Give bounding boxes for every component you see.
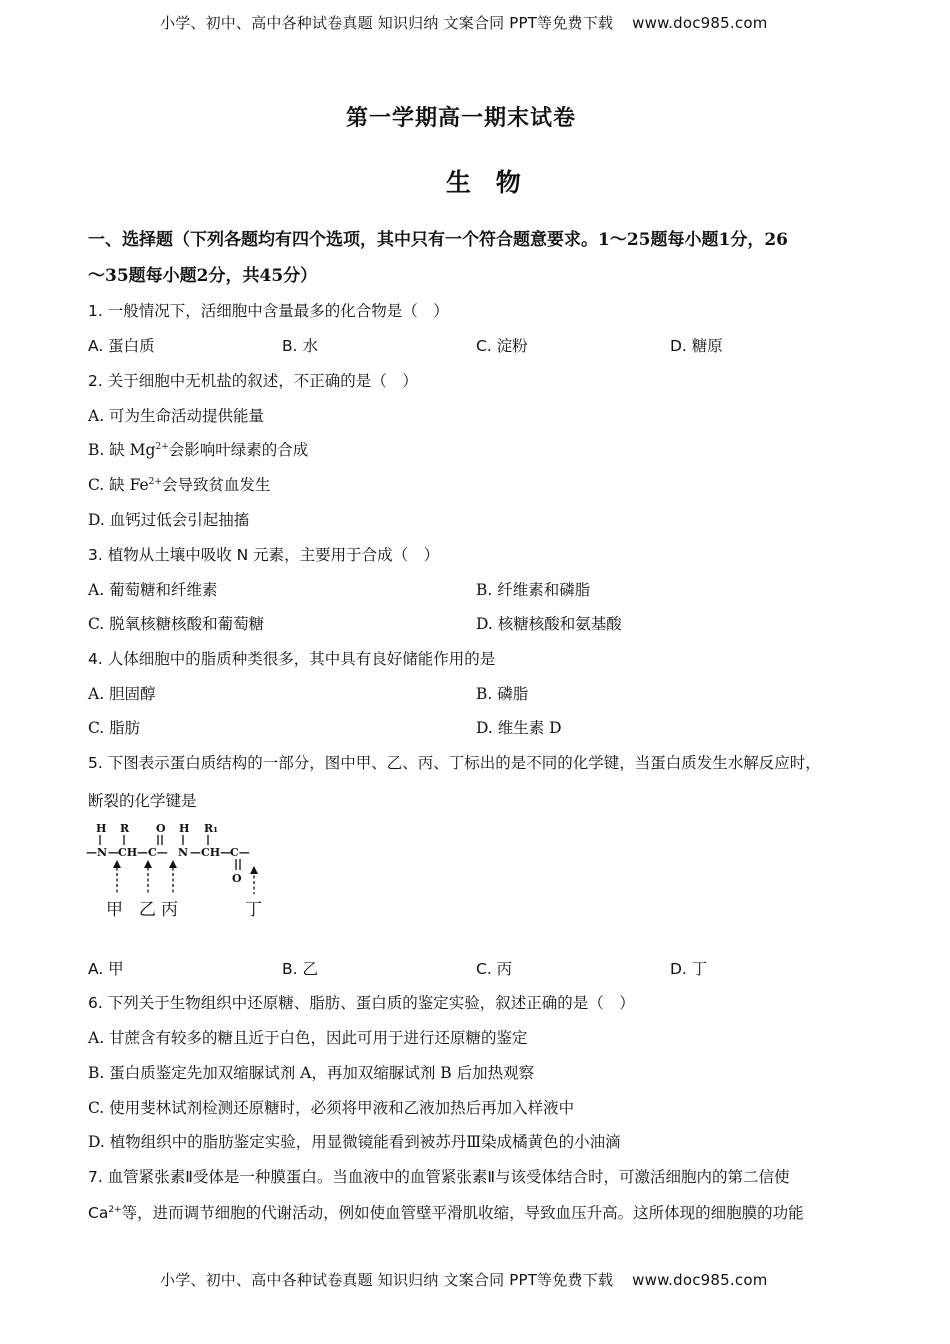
chain-n-1: —N [86, 846, 108, 859]
chain-n-2: N [178, 846, 189, 859]
banner-text: 小学、初中、高中各种试卷真题 知识归纳 文案合同 PPT等免费下载 [160, 14, 614, 32]
section-heading-line2: ～35题每小题2分，共45分） [88, 266, 318, 286]
question-2-option-c-text: 会导致贫血发生 [161, 476, 271, 494]
question-4-option-d: D. 维生素 D [476, 719, 562, 737]
question-3-option-b: B. 纤维素和磷脂 [476, 581, 591, 599]
question-5-stem-line2: 断裂的化学键是 [88, 792, 197, 810]
question-2-option-c-charge: 2+ [148, 477, 162, 487]
question-1-stem: 1. 一般情况下，活细胞中含量最多的化合物是（ ） [88, 302, 449, 320]
chain-ch-2: —CH— [190, 846, 232, 859]
atom-h-2: H [179, 822, 190, 835]
atom-r: R [120, 822, 130, 835]
banner-url[interactable]: www.doc985.com [632, 14, 768, 32]
atom-o-bottom: O [232, 872, 242, 885]
question-1-option-d: D. 糖原 [670, 337, 723, 355]
question-2-option-b [88, 438, 308, 460]
arrow-bing-head [169, 860, 177, 868]
chain-c-1: —C— [137, 846, 168, 859]
label-ding: 丁 [245, 900, 262, 920]
arrow-ding-head [250, 866, 258, 874]
atom-o-top: O [156, 822, 166, 835]
question-5-option-d: D. 丁 [670, 960, 708, 978]
question-7-line2-text: 等，进而调节细胞的代谢活动，例如使血管壁平滑肌收缩，导致血压升高。这所体现的细胞膜的功能 [121, 1204, 804, 1222]
question-2-option-b-text: 会影响叶绿素的合成 [168, 441, 309, 459]
question-5-option-b: B. 乙 [282, 960, 318, 978]
page-title: 第一学期高一期末试卷 [346, 105, 577, 131]
section-heading-line1: 一、选择题（下列各题均有四个选项，其中只有一个符合题意要求。1～25题每小题1分，26 [88, 230, 788, 250]
question-5-stem-line1: 5. 下图表示蛋白质结构的一部分，图中甲、乙、丙、丁标出的是不同的化学键，当蛋白质发生水解反应时， [88, 754, 821, 772]
question-5-option-a: A. 甲 [88, 960, 124, 978]
question-6-stem: 6. 下列关于生物组织中还原糖、脂肪、蛋白质的鉴定实验，叙述正确的是（ ） [88, 994, 635, 1012]
question-6-option-c: C. 使用斐林试剂检测还原糖时，必须将甲液和乙液加热后再加入样液中 [88, 1099, 575, 1117]
question-3-option-c: C. 脱氧核糖核酸和葡萄糖 [88, 615, 265, 633]
arrow-yi-head [144, 860, 152, 868]
atom-h-1: H [96, 822, 107, 835]
question-2-option-b-charge: 2+ [155, 442, 169, 452]
header-banner [160, 12, 768, 33]
question-7-ion: Ca [88, 1204, 109, 1222]
chain-bond-1: — [108, 846, 119, 859]
footer-banner-text: 小学、初中、高中各种试卷真题 知识归纳 文案合同 PPT等免费下载 [160, 1271, 614, 1289]
question-1-option-c: C. 淀粉 [476, 337, 528, 355]
label-yi: 乙 [139, 900, 156, 920]
question-3-stem: 3. 植物从土壤中吸收 N 元素，主要用于合成（ ） [88, 546, 440, 564]
question-2-option-c-prefix: C. 缺 Fe [88, 476, 149, 494]
question-3-option-d: D. 核糖核酸和氨基酸 [476, 615, 622, 633]
question-7-line1: 7. 血管紧张素Ⅱ受体是一种膜蛋白。当血液中的血管紧张素Ⅱ与该受体结合时，可激活细胞内的第二信使 [88, 1168, 790, 1186]
question-6-option-a: A. 甘蔗含有较多的糖且近于白色，因此可用于进行还原糖的鉴定 [88, 1029, 528, 1047]
question-2-option-c [88, 473, 270, 495]
question-2-option-a: A. 可为生命活动提供能量 [88, 407, 265, 425]
arrow-jia-head [113, 860, 121, 868]
footer-banner [160, 1269, 768, 1290]
question-4-option-a: A. 胆固醇 [88, 685, 156, 703]
question-7-ion-charge: 2+ [108, 1205, 122, 1215]
question-4-stem: 4. 人体细胞中的脂质种类很多，其中具有良好储能作用的是 [88, 650, 496, 668]
question-2-option-b-prefix: B. 缺 Mg [88, 441, 156, 459]
chain-c-2: C— [230, 846, 250, 859]
footer-banner-url[interactable]: www.doc985.com [632, 1271, 768, 1289]
question-3-option-a: A. 葡萄糖和纤维素 [88, 581, 218, 599]
peptide-structure-figure [84, 818, 274, 922]
question-1-option-a: A. 蛋白质 [88, 337, 155, 355]
question-7-line2 [88, 1201, 804, 1223]
question-4-option-b: B. 磷脂 [476, 685, 529, 703]
question-6-option-b: B. 蛋白质鉴定先加双缩脲试剂 A，再加双缩脲试剂 B 后加热观察 [88, 1064, 535, 1082]
chain-ch-1: CH [118, 846, 138, 859]
atom-r1: R₁ [204, 822, 218, 835]
subject-title: 生 物 [446, 168, 529, 197]
question-1-option-b: B. 水 [282, 337, 318, 355]
label-bing: 丙 [161, 900, 178, 920]
question-2-stem: 2. 关于细胞中无机盐的叙述，不正确的是（ ） [88, 372, 418, 390]
question-6-option-d: D. 植物组织中的脂肪鉴定实验，用显微镜能看到被苏丹Ⅲ染成橘黄色的小油滴 [88, 1133, 621, 1151]
label-jia: 甲 [106, 900, 123, 920]
question-2-option-d: D. 血钙过低会引起抽搐 [88, 511, 250, 529]
question-5-option-c: C. 丙 [476, 960, 513, 978]
question-4-option-c: C. 脂肪 [88, 719, 141, 737]
